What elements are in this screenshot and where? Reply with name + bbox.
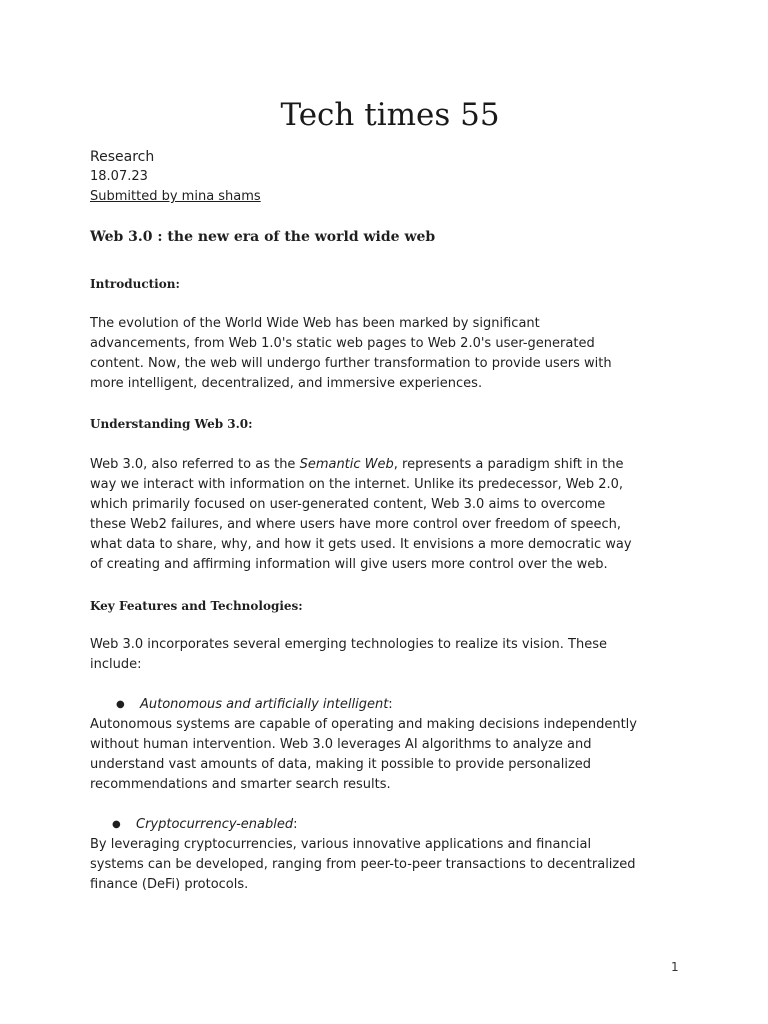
bullet-item — [116, 695, 393, 715]
text-line: these Web2 failures, and where users have more control over freedom of speech, — [90, 517, 621, 532]
text-segment: , represents a paradigm shift in the — [393, 457, 624, 472]
text-line: The evolution of the World Wide Web has been marked by significant — [90, 316, 540, 331]
features-paragraph — [90, 635, 690, 675]
intro-paragraph — [90, 314, 690, 394]
text-line: what data to share, why, and how it gets used. It envisions a more democratic way — [90, 537, 632, 552]
text-line: systems can be developed, ranging from peer-to-peer transactions to decentralized — [90, 857, 636, 872]
text-line: recommendations and smarter search results. — [90, 777, 391, 792]
text-line: content. Now, the web will undergo further transformation to provide users with — [90, 356, 612, 371]
text-segment: Web 3.0, also referred to as the — [90, 457, 300, 472]
document-title: Tech times 55 — [280, 97, 500, 133]
understanding-paragraph — [90, 455, 690, 575]
bullet-icon: ● — [112, 819, 121, 830]
text-line: way we interact with information on the internet. Unlike its predecessor, Web 2.0, — [90, 477, 624, 492]
text-line: advancements, from Web 1.0's static web pages to Web 2.0's user-generated — [90, 336, 595, 351]
author-link[interactable]: Submitted by mina shams — [90, 189, 261, 204]
bullet-icon: ● — [116, 699, 125, 710]
bullet-paragraph — [90, 715, 690, 795]
section-label: Research — [90, 149, 155, 165]
text-line: include: — [90, 657, 142, 672]
bullet-label: Cryptocurrency-enabled — [136, 817, 294, 832]
bullet-colon: : — [388, 697, 393, 712]
article-heading: Web 3.0 : the new era of the world wide web — [90, 229, 436, 245]
text-line: Autonomous systems are capable of operating and making decisions independently — [90, 717, 637, 732]
bullet-colon: : — [293, 817, 298, 832]
publish-date: 18.07.23 — [90, 169, 148, 184]
bullet-label: Autonomous and artificially intelligent — [140, 697, 389, 712]
text-line: of creating and affirming information will give users more control over the web. — [90, 557, 608, 572]
bullet-item — [112, 815, 298, 835]
text-line: Web 3.0 incorporates several emerging technologies to realize its vision. These — [90, 637, 607, 652]
page-number: 1 — [671, 960, 679, 974]
text-line: finance (DeFi) protocols. — [90, 877, 249, 892]
text-line: which primarily focused on user-generated content, Web 3.0 aims to overcome — [90, 497, 606, 512]
features-heading: Key Features and Technologies: — [90, 599, 303, 613]
text-line — [90, 455, 690, 475]
intro-heading: Introduction: — [90, 277, 180, 291]
text-line: more intelligent, decentralized, and immersive experiences. — [90, 376, 483, 391]
understanding-heading: Understanding Web 3.0: — [90, 417, 253, 431]
text-line: without human intervention. Web 3.0 leverages AI algorithms to analyze and — [90, 737, 592, 752]
emphasis-text: Semantic Web — [299, 457, 394, 472]
text-line: understand vast amounts of data, making it possible to provide personalized — [90, 757, 592, 772]
text-line: By leveraging cryptocurrencies, various innovative applications and financial — [90, 837, 592, 852]
bullet-paragraph — [90, 835, 690, 895]
